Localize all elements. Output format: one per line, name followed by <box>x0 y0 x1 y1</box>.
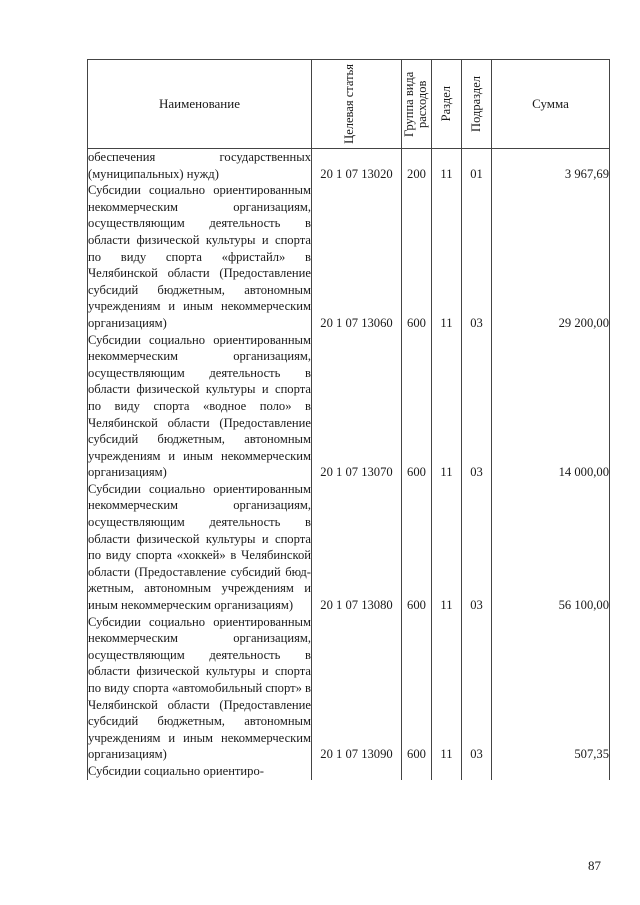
row-subsection: 03 <box>462 332 492 481</box>
row-section: 11 <box>432 481 462 614</box>
row-name: Субсидии социально ориентированным некоммерческим организациям, осуществляющим деятельность в области физической культуры и спорта по виду спорта «водное поло» в Челябинской области (Предоставление субсидий бюджетным, автономным учреждениям и иным некоммерческим организациям) <box>88 332 311 480</box>
header-target-article: Целевая статья <box>312 60 402 149</box>
row-name: Субсидии социально ориентированным некоммерческим организациям, осуществляющим деятельность в области физической культуры и спорта по виду спорта «автомобильный спорт» в Челябинской области (Предоставление субсидий бюджетным, автономным учреждениям и иным некоммерческим организациям) <box>88 614 311 762</box>
header-subsection: Подраздел <box>462 60 492 149</box>
header-expense-group: Группа вида расходов <box>402 60 432 149</box>
row-expense-group: 600 <box>402 614 432 763</box>
row-subsection: 01 <box>462 149 492 183</box>
row-section: 11 <box>432 614 462 763</box>
header-name: Наименование <box>88 60 312 149</box>
row-sum: 29 200,00 <box>492 182 610 331</box>
row-expense-group <box>402 763 432 780</box>
row-section: 11 <box>432 182 462 331</box>
row-section: 11 <box>432 332 462 481</box>
row-subsection: 03 <box>462 481 492 614</box>
row-target-article: 20 1 07 13090 <box>312 614 402 763</box>
row-expense-group: 600 <box>402 481 432 614</box>
row-sum: 14 000,00 <box>492 332 610 481</box>
table-row <box>88 481 610 614</box>
table-row <box>88 332 610 481</box>
table-header-row <box>88 60 610 149</box>
table-row <box>88 614 610 763</box>
row-section <box>432 763 462 780</box>
row-target-article: 20 1 07 13080 <box>312 481 402 614</box>
row-target-article: 20 1 07 13060 <box>312 182 402 331</box>
row-target-article: 20 1 07 13020 <box>312 149 402 183</box>
row-sum: 507,35 <box>492 614 610 763</box>
row-sum <box>492 763 610 780</box>
table-row <box>88 182 610 331</box>
row-target-article: 20 1 07 13070 <box>312 332 402 481</box>
row-sum: 3 967,69 <box>492 149 610 183</box>
row-expense-group: 200 <box>402 149 432 183</box>
row-section: 11 <box>432 149 462 183</box>
table-row <box>88 763 610 780</box>
row-expense-group: 600 <box>402 182 432 331</box>
row-subsection: 03 <box>462 614 492 763</box>
row-subsection <box>462 763 492 780</box>
row-name: обеспечения государственных (муниципальных) нужд) <box>88 150 311 181</box>
row-target-article <box>312 763 402 780</box>
row-expense-group: 600 <box>402 332 432 481</box>
header-section: Раздел <box>432 60 462 149</box>
page-number: 87 <box>588 858 601 873</box>
row-name: Субсидии социально ориентированным некоммерческим организациям, осуществляющим деятельность в области физической культуры и спорта по виду спорта «хоккей» в Челябинской области (Предоставление субсидий бюджетным, автономным учреждениям и иным некоммерческим организациям) <box>88 481 311 613</box>
budget-table <box>87 59 610 780</box>
row-sum: 56 100,00 <box>492 481 610 614</box>
row-name: Субсидии социально ориентиро- <box>88 763 312 780</box>
row-name: Субсидии социально ориентированным некоммерческим организациям, осуществляющим деятельность в области физической культуры и спорта по виду спорта «фристайл» в Челябинской области (Предоставление субсидий бюджетным, автономным учреждениям и иным некоммерческим организациям) <box>88 183 311 330</box>
table-row <box>88 149 610 183</box>
row-subsection: 03 <box>462 182 492 331</box>
header-sum: Сумма <box>492 60 610 149</box>
